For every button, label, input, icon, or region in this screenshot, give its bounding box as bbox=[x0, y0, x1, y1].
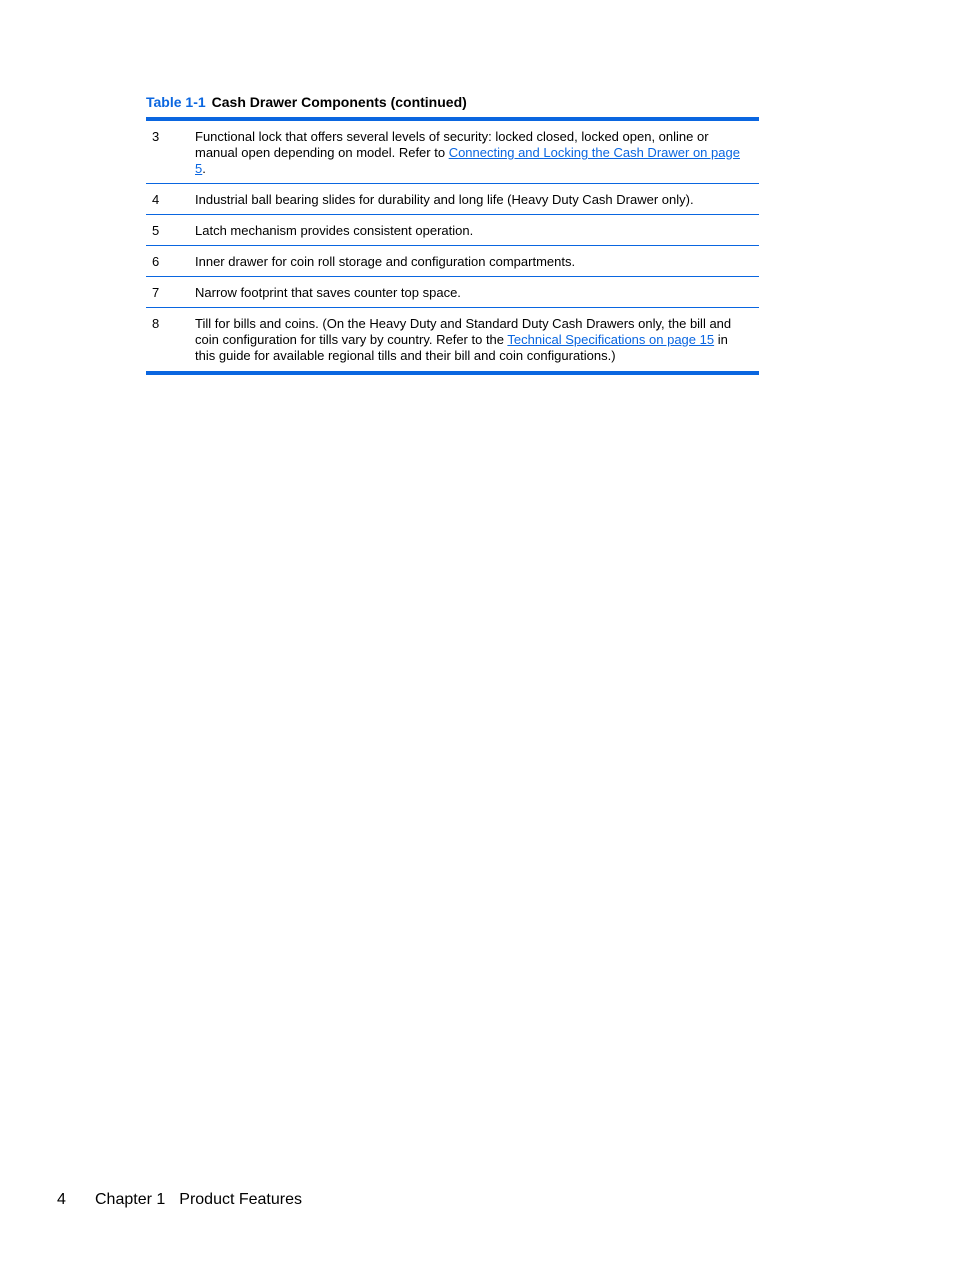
table-row bbox=[146, 214, 759, 245]
table-row bbox=[146, 183, 759, 214]
row-description: Inner drawer for coin roll storage and configuration compartments. bbox=[195, 254, 576, 269]
connecting-locking-link[interactable]: Connecting and Locking the Cash Drawer on page 5 bbox=[195, 145, 740, 176]
row-number: 5 bbox=[152, 223, 160, 238]
row-number: 8 bbox=[152, 316, 160, 331]
components-table bbox=[146, 117, 759, 375]
row-number: 6 bbox=[152, 254, 160, 269]
table-row bbox=[146, 307, 759, 371]
description-text: Till for bills and coins. (On the Heavy Duty and Standard Duty Cash Drawers only, the bill and coin configuration for tills vary by country. Refer to the bbox=[195, 316, 732, 347]
row-description: Narrow footprint that saves counter top space. bbox=[195, 285, 461, 300]
description-text-end: . bbox=[202, 161, 206, 176]
table-row bbox=[146, 276, 759, 307]
row-description bbox=[195, 121, 759, 183]
description-text-end: in this guide for available regional tills and their bill and coin configurations.) bbox=[195, 332, 728, 363]
table-row bbox=[146, 121, 759, 183]
description-text: Functional lock that offers several levels of security: locked closed, locked open, online or manual open depending on model. Refer to bbox=[195, 129, 709, 160]
row-description: Latch mechanism provides consistent operation. bbox=[195, 223, 474, 238]
chapter-title: Product Features bbox=[179, 1191, 302, 1208]
row-number: 7 bbox=[152, 285, 160, 300]
row-description bbox=[195, 308, 759, 371]
row-description: Industrial ball bearing slides for durability and long life (Heavy Duty Cash Drawer only). bbox=[195, 192, 694, 207]
chapter-label: Chapter 1 bbox=[95, 1191, 166, 1208]
row-number: 4 bbox=[152, 192, 160, 207]
table-caption bbox=[146, 94, 467, 110]
table-title: Cash Drawer Components (continued) bbox=[211, 94, 467, 110]
row-number: 3 bbox=[152, 129, 160, 144]
table-row bbox=[146, 245, 759, 276]
table-number: Table 1-1 bbox=[146, 94, 206, 110]
page-footer bbox=[57, 1191, 302, 1209]
page-number: 4 bbox=[57, 1191, 66, 1208]
technical-specifications-link[interactable]: Technical Specifications on page 15 bbox=[507, 332, 715, 347]
